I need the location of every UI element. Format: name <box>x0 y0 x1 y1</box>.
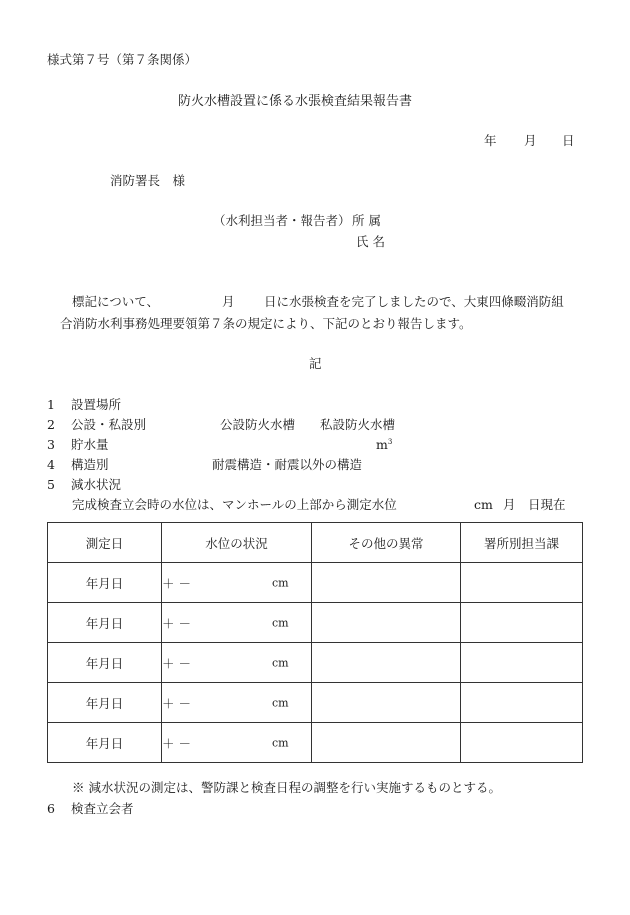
item-3-unit-sup: 3 <box>387 438 393 446</box>
table-row <box>48 723 583 763</box>
row-level-unit: cm <box>272 616 289 629</box>
item-1-num: 1 <box>47 397 55 412</box>
header-other: その他の異常 <box>312 523 461 563</box>
row-level-unit: cm <box>272 576 289 589</box>
ki-heading: 記 <box>309 356 322 371</box>
item-5-num: 5 <box>47 477 55 492</box>
row-level <box>162 643 312 683</box>
item-5 <box>47 479 121 492</box>
date-year: 年 <box>484 133 497 148</box>
row-other[interactable] <box>312 563 461 603</box>
date-month: 月 <box>524 133 537 148</box>
addressee: 消防署長 様 <box>110 173 186 188</box>
body-line1-start: 標記について、 <box>72 294 160 309</box>
row-dept[interactable] <box>461 603 583 643</box>
row-date: 年月日 <box>48 643 162 683</box>
item-1-label: 設置場所 <box>71 397 122 412</box>
item-6-num: 6 <box>47 801 55 816</box>
body-line2: 合消防水利事務処理要領第７条の規定により、下記のとおり報告します。 <box>60 316 472 331</box>
form-number: 様式第７号（第７条関係） <box>47 52 198 67</box>
table-row <box>48 563 583 603</box>
item-4-value: 耐震構造・耐震以外の構造 <box>212 457 363 472</box>
table-row <box>48 683 583 723</box>
header-dept: 署所別担当課 <box>461 523 583 563</box>
row-other[interactable] <box>312 683 461 723</box>
note-text: ※ 減水状況の測定は、警防課と検査日程の調整を行い実施するものとする。 <box>72 780 501 795</box>
row-dept[interactable] <box>461 563 583 603</box>
item-2-num: 2 <box>47 417 55 432</box>
body-line1-end: 日に水張検査を完了しましたので、大東四條畷消防組 <box>264 294 564 309</box>
row-other[interactable] <box>312 643 461 683</box>
date-day: 日 <box>562 133 575 148</box>
item-2-label: 公設・私設別 <box>71 417 147 432</box>
table-row <box>48 603 583 643</box>
table-row <box>48 643 583 683</box>
item-6-label: 検査立会者 <box>71 801 134 816</box>
item-3 <box>47 439 109 452</box>
row-level-sign: ＋ － <box>162 695 191 711</box>
reporter-name: 氏 名 <box>356 234 385 249</box>
item-4 <box>47 459 109 472</box>
row-level-unit: cm <box>272 656 289 669</box>
item-6 <box>47 803 134 816</box>
row-other[interactable] <box>312 723 461 763</box>
water-level-table <box>47 522 583 763</box>
item-5-label: 減水状況 <box>71 477 122 492</box>
item-3-unit <box>376 439 392 452</box>
item-2-value: 公設防火水槽 私設防火水槽 <box>220 417 396 432</box>
header-date: 測定日 <box>48 523 162 563</box>
completion-day: 日現在 <box>528 497 566 512</box>
row-level-sign: ＋ － <box>162 655 191 671</box>
row-level-sign: ＋ － <box>162 615 191 631</box>
row-other[interactable] <box>312 603 461 643</box>
row-level-sign: ＋ － <box>162 735 191 751</box>
item-4-label: 構造別 <box>71 457 109 472</box>
row-level-unit: cm <box>272 736 289 749</box>
row-level <box>162 563 312 603</box>
page-title: 防火水槽設置に係る水張検査結果報告書 <box>178 94 413 109</box>
row-date: 年月日 <box>48 563 162 603</box>
row-level <box>162 683 312 723</box>
row-date: 年月日 <box>48 683 162 723</box>
completion-text: 完成検査立会時の水位は、マンホールの上部から測定水位 <box>72 497 397 512</box>
row-level <box>162 603 312 643</box>
reporter-affiliation: 所 属 <box>352 213 381 228</box>
row-date: 年月日 <box>48 723 162 763</box>
item-3-num: 3 <box>47 437 55 452</box>
item-4-num: 4 <box>47 457 55 472</box>
table-header-row <box>48 523 583 563</box>
item-2 <box>47 419 146 432</box>
body-line1-month: 月 <box>222 294 235 309</box>
header-level: 水位の状況 <box>162 523 312 563</box>
row-dept[interactable] <box>461 643 583 683</box>
row-level <box>162 723 312 763</box>
completion-cm: cm <box>474 497 493 512</box>
row-level-sign: ＋ － <box>162 575 191 591</box>
item-3-unit-base: m <box>376 437 388 453</box>
completion-month: 月 <box>503 497 516 512</box>
row-dept[interactable] <box>461 723 583 763</box>
item-1 <box>47 399 121 412</box>
row-dept[interactable] <box>461 683 583 723</box>
reporter-role: （水利担当者・報告者） <box>213 213 351 228</box>
item-3-label: 貯水量 <box>71 437 109 452</box>
row-date: 年月日 <box>48 603 162 643</box>
row-level-unit: cm <box>272 696 289 709</box>
